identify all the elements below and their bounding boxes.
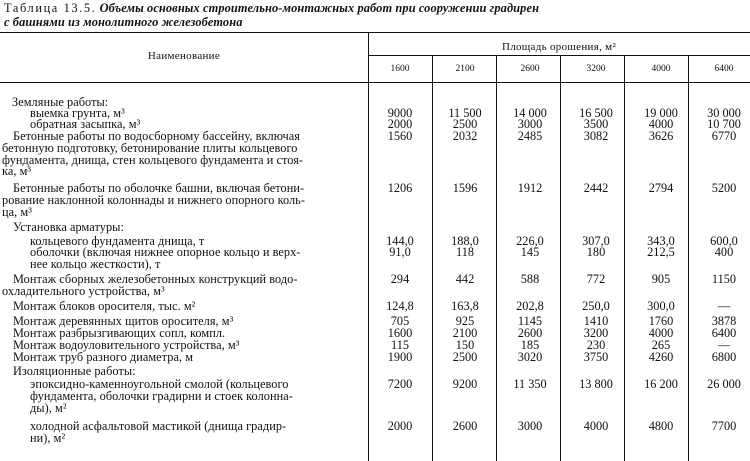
cell-value: 212,5 bbox=[647, 245, 675, 259]
cell-value: 226,0 bbox=[516, 234, 544, 248]
row-name-line: фундамента, днища, стен кольцевого фундамента и стоя- bbox=[2, 152, 304, 167]
cell-value: 1206 bbox=[387, 181, 413, 195]
cell-value: 2442 bbox=[583, 181, 609, 195]
cell-value: 4260 bbox=[648, 350, 674, 364]
cell-value: 230 bbox=[586, 338, 606, 352]
row-name-line: эпоксидно-каменноугольной смолой (кольцевого bbox=[30, 377, 289, 391]
cell-value: — bbox=[717, 299, 731, 313]
row-name-line: ка, м³ bbox=[2, 164, 32, 179]
cell-value: 185 bbox=[520, 338, 540, 352]
table-number: Таблица 13.5. bbox=[4, 1, 97, 15]
row-name-line: кольцевого фундамента днища, т bbox=[30, 234, 205, 248]
cell-value: 588 bbox=[520, 272, 540, 286]
cell-value: 1900 bbox=[387, 350, 413, 364]
row-name-line: обратная засыпка, м³ bbox=[30, 117, 141, 131]
row-name-line: Монтаж труб разного диаметра, м bbox=[13, 350, 194, 364]
cell-value: 3082 bbox=[583, 129, 609, 143]
cell-value: 2000 bbox=[387, 419, 413, 433]
row-name-line: выемка грунта, м³ bbox=[30, 106, 125, 120]
cell-value: 2100 bbox=[452, 326, 478, 340]
cell-value: 2794 bbox=[648, 181, 674, 195]
cell-value: 5200 bbox=[711, 181, 737, 195]
row-name-line: ды), м² bbox=[30, 400, 67, 415]
cell-value: 4800 bbox=[648, 419, 674, 433]
cell-value: 1912 bbox=[517, 181, 543, 195]
cell-value: 163,8 bbox=[451, 299, 479, 313]
row-name-line: ни), м² bbox=[30, 430, 66, 445]
cell-value: 3750 bbox=[583, 350, 609, 364]
cell-value: 1560 bbox=[387, 129, 413, 143]
cell-value: 7200 bbox=[387, 377, 413, 391]
cell-value: 30 000 bbox=[707, 106, 741, 120]
cell-value: 4000 bbox=[648, 326, 674, 340]
cell-value: 1150 bbox=[711, 272, 737, 286]
cell-value: 600,0 bbox=[710, 234, 738, 248]
row-name-line: Установка арматуры: bbox=[13, 220, 124, 234]
cell-value: 3500 bbox=[583, 117, 609, 131]
cell-value: 1760 bbox=[648, 314, 674, 328]
cell-value: 180 bbox=[586, 245, 606, 259]
cell-value: 13 800 bbox=[579, 377, 613, 391]
cell-value: — bbox=[717, 338, 731, 352]
cell-value: 925 bbox=[455, 314, 475, 328]
cell-value: 19 000 bbox=[644, 106, 678, 120]
cell-value: 9200 bbox=[452, 377, 478, 391]
row-name-line: оболочки (включая нижнее опорное кольцо и верх- bbox=[30, 245, 301, 259]
column-header: 1600 bbox=[390, 64, 410, 74]
cell-value: 3020 bbox=[517, 350, 543, 364]
cell-value: 3000 bbox=[517, 419, 543, 433]
header-bottom-rule bbox=[0, 82, 750, 83]
cell-value: 16 500 bbox=[579, 106, 613, 120]
row-name-line: Изоляционные работы: bbox=[13, 364, 136, 378]
row-name-line: Монтаж сборных железобетонных конструкций водо- bbox=[13, 272, 298, 286]
group-rule bbox=[368, 55, 750, 56]
cell-value: 772 bbox=[586, 272, 606, 286]
cell-value: 2485 bbox=[517, 129, 543, 143]
cell-value: 3626 bbox=[648, 129, 674, 143]
cell-value: 1410 bbox=[583, 314, 609, 328]
cell-value: 91,0 bbox=[389, 245, 411, 259]
cell-value: 905 bbox=[651, 272, 671, 286]
cell-value: 4000 bbox=[583, 419, 609, 433]
cell-value: 1600 bbox=[387, 326, 413, 340]
cell-value: 250,0 bbox=[582, 299, 610, 313]
cell-value: 3878 bbox=[711, 314, 737, 328]
cell-value: 11 500 bbox=[448, 106, 482, 120]
cell-value: 144,0 bbox=[386, 234, 414, 248]
cell-value: 307,0 bbox=[582, 234, 610, 248]
cell-value: 4000 bbox=[648, 117, 674, 131]
column-header: 2100 bbox=[455, 64, 475, 74]
cell-value: 14 000 bbox=[513, 106, 547, 120]
cell-value: 202,8 bbox=[516, 299, 544, 313]
row-name-line: Монтаж водоуловительного устройства, м³ bbox=[13, 338, 240, 352]
cell-value: 26 000 bbox=[707, 377, 741, 391]
row-name-line: Земляные работы: bbox=[12, 95, 109, 109]
cell-value: 150 bbox=[455, 338, 475, 352]
cell-value: 2000 bbox=[387, 117, 413, 131]
column-header: 4000 bbox=[651, 64, 671, 74]
cell-value: 118 bbox=[456, 245, 474, 259]
row-name-line: охладительного устройства, м³ bbox=[2, 283, 165, 298]
cell-value: 1596 bbox=[452, 181, 478, 195]
row-name-line: Бетонные работы по водосборному бассейну, включая bbox=[13, 129, 300, 143]
cell-value: 3200 bbox=[583, 326, 609, 340]
cell-value: 6800 bbox=[711, 350, 737, 364]
row-name-line: холодной асфальтовой мастикой (днища градир- bbox=[30, 419, 287, 433]
cell-value: 2032 bbox=[452, 129, 478, 143]
cell-value: 10 700 bbox=[707, 117, 741, 131]
column-divider bbox=[496, 56, 497, 461]
cell-value: 16 200 bbox=[644, 377, 678, 391]
row-name-line: Монтаж деревянных щитов оросителя, м³ bbox=[13, 314, 234, 328]
cell-value: 9000 bbox=[387, 106, 413, 120]
row-name-line: бетонную подготовку, бетонирование плиты кольцевого bbox=[2, 140, 298, 155]
cell-value: 300,0 bbox=[647, 299, 675, 313]
row-name-line: Монтаж разбрызгивающих сопл, компл. bbox=[13, 326, 226, 340]
row-name-line: ца, м³ bbox=[2, 204, 32, 219]
row-name-line: Монтаж блоков оросителя, тыс. м² bbox=[13, 299, 196, 313]
header-name-column: Наименование bbox=[147, 50, 221, 62]
cell-value: 188,0 bbox=[451, 234, 479, 248]
row-name-line: нее кольцо жесткости), т bbox=[30, 256, 161, 271]
column-divider bbox=[432, 56, 433, 461]
header-group-label: Площадь орошения, м² bbox=[501, 41, 617, 53]
cell-value: 2600 bbox=[517, 326, 543, 340]
top-rule bbox=[0, 32, 750, 33]
cell-value: 11 350 bbox=[513, 377, 547, 391]
cell-value: 6400 bbox=[711, 326, 737, 340]
cell-value: 1145 bbox=[517, 314, 543, 328]
cell-value: 2500 bbox=[452, 117, 478, 131]
cell-value: 442 bbox=[455, 272, 475, 286]
column-header: 3200 bbox=[586, 64, 606, 74]
cell-value: 294 bbox=[390, 272, 410, 286]
cell-value: 115 bbox=[391, 338, 409, 352]
row-name-line: Бетонные работы по оболочке башни, включая бетони- bbox=[13, 181, 305, 195]
table-title-line1: Объемы основных строительно-монтажных работ при сооружении градирен bbox=[99, 1, 540, 15]
cell-value: 3000 bbox=[517, 117, 543, 131]
table-title-line2: с башнями из монолитного железобетона bbox=[4, 15, 243, 29]
column-header: 2600 bbox=[520, 64, 540, 74]
table-title bbox=[4, 1, 539, 29]
cell-value: 145 bbox=[520, 245, 540, 259]
cell-value: 7700 bbox=[711, 419, 737, 433]
cell-value: 124,8 bbox=[386, 299, 414, 313]
cell-value: 2500 bbox=[452, 350, 478, 364]
row-name-line: фундамента, оболочки градирни и стоек колонна- bbox=[30, 388, 293, 403]
cell-value: 400 bbox=[714, 245, 734, 259]
column-header: 6400 bbox=[714, 64, 734, 74]
cell-value: 6770 bbox=[711, 129, 737, 143]
cell-value: 705 bbox=[390, 314, 410, 328]
cell-value: 2600 bbox=[452, 419, 478, 433]
row-name-line: рование наклонной колоннады и нижнего опорного коль- bbox=[2, 192, 305, 207]
cell-value: 265 bbox=[651, 338, 671, 352]
cell-value: 343,0 bbox=[647, 234, 675, 248]
